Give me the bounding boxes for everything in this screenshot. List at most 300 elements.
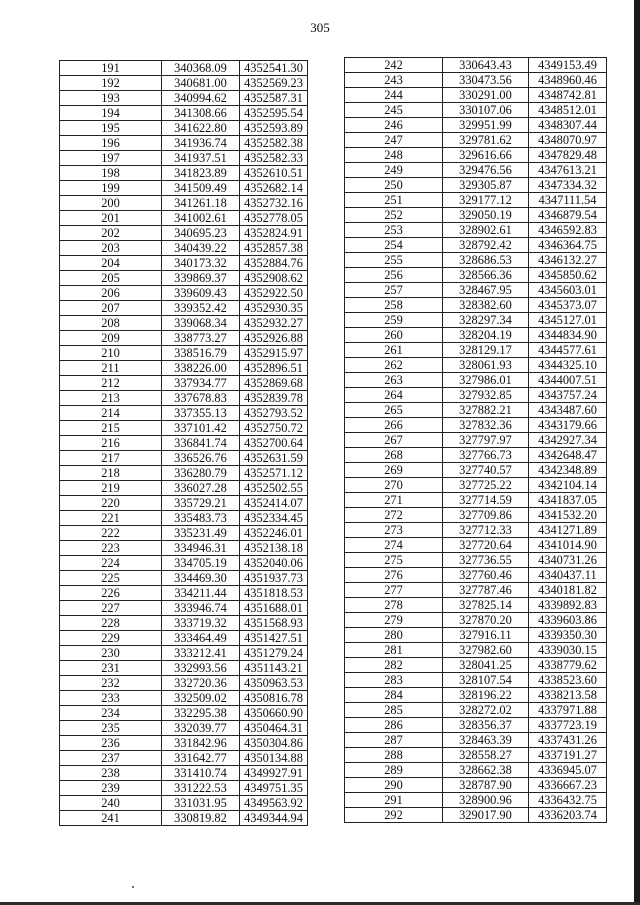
x-coordinate-cell: 337678.83 xyxy=(162,391,240,406)
x-coordinate-cell: 327832.36 xyxy=(443,418,529,433)
table-row xyxy=(345,613,607,628)
x-coordinate-cell: 327766.73 xyxy=(443,448,529,463)
table-row xyxy=(345,793,607,808)
y-coordinate-cell: 4339892.83 xyxy=(529,598,607,613)
table-row xyxy=(345,478,607,493)
point-number-cell: 202 xyxy=(60,226,162,241)
x-coordinate-cell: 336280.79 xyxy=(162,466,240,481)
x-coordinate-cell: 328902.61 xyxy=(443,223,529,238)
table-row xyxy=(345,163,607,178)
x-coordinate-cell: 341509.49 xyxy=(162,181,240,196)
table-row xyxy=(60,346,308,361)
table-row xyxy=(345,238,607,253)
point-number-cell: 191 xyxy=(60,61,162,76)
table-row xyxy=(345,283,607,298)
x-coordinate-cell: 330643.43 xyxy=(443,58,529,73)
point-number-cell: 230 xyxy=(60,646,162,661)
y-coordinate-cell: 4352682.14 xyxy=(240,181,308,196)
x-coordinate-cell: 341936.74 xyxy=(162,136,240,151)
y-coordinate-cell: 4342348.89 xyxy=(529,463,607,478)
page-number: 305 xyxy=(310,20,330,35)
table-row xyxy=(345,223,607,238)
x-coordinate-cell: 331410.74 xyxy=(162,766,240,781)
point-number-cell: 269 xyxy=(345,463,443,478)
y-coordinate-cell: 4348070.97 xyxy=(529,133,607,148)
x-coordinate-cell: 341308.66 xyxy=(162,106,240,121)
point-number-cell: 204 xyxy=(60,256,162,271)
y-coordinate-cell: 4347613.21 xyxy=(529,163,607,178)
x-coordinate-cell: 327712.33 xyxy=(443,523,529,538)
table-row xyxy=(60,811,308,826)
x-coordinate-cell: 332039.77 xyxy=(162,721,240,736)
x-coordinate-cell: 327797.97 xyxy=(443,433,529,448)
point-number-cell: 267 xyxy=(345,433,443,448)
table-row xyxy=(345,73,607,88)
x-coordinate-cell: 328792.42 xyxy=(443,238,529,253)
coordinates-table-left-body xyxy=(60,61,308,826)
y-coordinate-cell: 4352582.38 xyxy=(240,136,308,151)
table-row xyxy=(60,331,308,346)
table-row xyxy=(60,286,308,301)
point-number-cell: 252 xyxy=(345,208,443,223)
table-row xyxy=(345,133,607,148)
point-number-cell: 245 xyxy=(345,103,443,118)
y-coordinate-cell: 4343487.60 xyxy=(529,403,607,418)
table-row xyxy=(60,466,308,481)
table-row xyxy=(60,676,308,691)
x-coordinate-cell: 329177.12 xyxy=(443,193,529,208)
y-coordinate-cell: 4344325.10 xyxy=(529,358,607,373)
point-number-cell: 228 xyxy=(60,616,162,631)
point-number-cell: 242 xyxy=(345,58,443,73)
y-coordinate-cell: 4339030.15 xyxy=(529,643,607,658)
x-coordinate-cell: 340681.00 xyxy=(162,76,240,91)
y-coordinate-cell: 4341837.05 xyxy=(529,493,607,508)
table-row xyxy=(345,118,607,133)
table-row xyxy=(60,481,308,496)
table-row xyxy=(345,508,607,523)
point-number-cell: 206 xyxy=(60,286,162,301)
y-coordinate-cell: 4344007.51 xyxy=(529,373,607,388)
y-coordinate-cell: 4339350.30 xyxy=(529,628,607,643)
table-row xyxy=(60,436,308,451)
table-row xyxy=(60,361,308,376)
table-row xyxy=(60,601,308,616)
point-number-cell: 240 xyxy=(60,796,162,811)
point-number-cell: 257 xyxy=(345,283,443,298)
y-coordinate-cell: 4352593.89 xyxy=(240,121,308,136)
x-coordinate-cell: 333464.49 xyxy=(162,631,240,646)
y-coordinate-cell: 4338523.60 xyxy=(529,673,607,688)
point-number-cell: 198 xyxy=(60,166,162,181)
y-coordinate-cell: 4350963.53 xyxy=(240,676,308,691)
table-row xyxy=(345,193,607,208)
point-number-cell: 265 xyxy=(345,403,443,418)
y-coordinate-cell: 4351568.93 xyxy=(240,616,308,631)
x-coordinate-cell: 333946.74 xyxy=(162,601,240,616)
point-number-cell: 289 xyxy=(345,763,443,778)
point-number-cell: 203 xyxy=(60,241,162,256)
y-coordinate-cell: 4352932.27 xyxy=(240,316,308,331)
y-coordinate-cell: 4349344.94 xyxy=(240,811,308,826)
table-row xyxy=(60,211,308,226)
y-coordinate-cell: 4350304.86 xyxy=(240,736,308,751)
y-coordinate-cell: 4347111.54 xyxy=(529,193,607,208)
point-number-cell: 258 xyxy=(345,298,443,313)
x-coordinate-cell: 339068.34 xyxy=(162,316,240,331)
point-number-cell: 285 xyxy=(345,703,443,718)
x-coordinate-cell: 336027.28 xyxy=(162,481,240,496)
x-coordinate-cell: 328129.17 xyxy=(443,343,529,358)
x-coordinate-cell: 331031.95 xyxy=(162,796,240,811)
x-coordinate-cell: 330473.56 xyxy=(443,73,529,88)
y-coordinate-cell: 4352610.51 xyxy=(240,166,308,181)
table-row xyxy=(60,301,308,316)
table-row xyxy=(60,736,308,751)
table-row xyxy=(60,721,308,736)
table-row xyxy=(60,631,308,646)
x-coordinate-cell: 328467.95 xyxy=(443,283,529,298)
point-number-cell: 282 xyxy=(345,658,443,673)
y-coordinate-cell: 4350464.31 xyxy=(240,721,308,736)
point-number-cell: 273 xyxy=(345,523,443,538)
x-coordinate-cell: 332509.02 xyxy=(162,691,240,706)
point-number-cell: 247 xyxy=(345,133,443,148)
table-row xyxy=(60,421,308,436)
x-coordinate-cell: 335483.73 xyxy=(162,511,240,526)
x-coordinate-cell: 329017.90 xyxy=(443,808,529,823)
x-coordinate-cell: 335729.21 xyxy=(162,496,240,511)
x-coordinate-cell: 334705.19 xyxy=(162,556,240,571)
x-coordinate-cell: 341261.18 xyxy=(162,196,240,211)
point-number-cell: 217 xyxy=(60,451,162,466)
table-row xyxy=(345,553,607,568)
table-row xyxy=(60,406,308,421)
x-coordinate-cell: 341823.89 xyxy=(162,166,240,181)
table-row xyxy=(60,76,308,91)
point-number-cell: 276 xyxy=(345,568,443,583)
point-number-cell: 256 xyxy=(345,268,443,283)
point-number-cell: 290 xyxy=(345,778,443,793)
point-number-cell: 284 xyxy=(345,688,443,703)
y-coordinate-cell: 4351279.24 xyxy=(240,646,308,661)
table-row xyxy=(60,526,308,541)
y-coordinate-cell: 4352571.12 xyxy=(240,466,308,481)
y-coordinate-cell: 4336945.07 xyxy=(529,763,607,778)
x-coordinate-cell: 327740.57 xyxy=(443,463,529,478)
table-row xyxy=(345,583,607,598)
point-number-cell: 260 xyxy=(345,328,443,343)
table-row xyxy=(60,691,308,706)
x-coordinate-cell: 329305.87 xyxy=(443,178,529,193)
table-row xyxy=(345,328,607,343)
y-coordinate-cell: 4352793.52 xyxy=(240,406,308,421)
y-coordinate-cell: 4352040.06 xyxy=(240,556,308,571)
point-number-cell: 249 xyxy=(345,163,443,178)
y-coordinate-cell: 4342104.14 xyxy=(529,478,607,493)
y-coordinate-cell: 4344577.61 xyxy=(529,343,607,358)
point-number-cell: 209 xyxy=(60,331,162,346)
table-row xyxy=(60,646,308,661)
x-coordinate-cell: 332295.38 xyxy=(162,706,240,721)
x-coordinate-cell: 338226.00 xyxy=(162,361,240,376)
x-coordinate-cell: 327982.60 xyxy=(443,643,529,658)
point-number-cell: 219 xyxy=(60,481,162,496)
y-coordinate-cell: 4352930.35 xyxy=(240,301,308,316)
point-number-cell: 280 xyxy=(345,628,443,643)
point-number-cell: 216 xyxy=(60,436,162,451)
y-coordinate-cell: 4350134.88 xyxy=(240,751,308,766)
x-coordinate-cell: 328356.37 xyxy=(443,718,529,733)
x-coordinate-cell: 327882.21 xyxy=(443,403,529,418)
x-coordinate-cell: 336526.76 xyxy=(162,451,240,466)
table-row xyxy=(345,418,607,433)
table-row xyxy=(345,58,607,73)
x-coordinate-cell: 327725.22 xyxy=(443,478,529,493)
point-number-cell: 283 xyxy=(345,673,443,688)
x-coordinate-cell: 327736.55 xyxy=(443,553,529,568)
table-row xyxy=(345,688,607,703)
table-row xyxy=(60,496,308,511)
x-coordinate-cell: 330291.00 xyxy=(443,88,529,103)
y-coordinate-cell: 4348960.46 xyxy=(529,73,607,88)
table-row xyxy=(345,733,607,748)
x-coordinate-cell: 328041.25 xyxy=(443,658,529,673)
point-number-cell: 229 xyxy=(60,631,162,646)
coordinates-table-left xyxy=(59,60,308,826)
y-coordinate-cell: 4352824.91 xyxy=(240,226,308,241)
x-coordinate-cell: 328558.27 xyxy=(443,748,529,763)
point-number-cell: 262 xyxy=(345,358,443,373)
y-coordinate-cell: 4344834.90 xyxy=(529,328,607,343)
y-coordinate-cell: 4352334.45 xyxy=(240,511,308,526)
x-coordinate-cell: 328566.36 xyxy=(443,268,529,283)
x-coordinate-cell: 340439.22 xyxy=(162,241,240,256)
point-number-cell: 205 xyxy=(60,271,162,286)
y-coordinate-cell: 4336667.23 xyxy=(529,778,607,793)
y-coordinate-cell: 4346592.83 xyxy=(529,223,607,238)
x-coordinate-cell: 328196.22 xyxy=(443,688,529,703)
point-number-cell: 212 xyxy=(60,376,162,391)
x-coordinate-cell: 337355.13 xyxy=(162,406,240,421)
y-coordinate-cell: 4338779.62 xyxy=(529,658,607,673)
y-coordinate-cell: 4352750.72 xyxy=(240,421,308,436)
point-number-cell: 238 xyxy=(60,766,162,781)
x-coordinate-cell: 328787.90 xyxy=(443,778,529,793)
point-number-cell: 253 xyxy=(345,223,443,238)
table-row xyxy=(345,598,607,613)
point-number-cell: 278 xyxy=(345,598,443,613)
y-coordinate-cell: 4337723.19 xyxy=(529,718,607,733)
table-row xyxy=(345,658,607,673)
y-coordinate-cell: 4352884.76 xyxy=(240,256,308,271)
point-number-cell: 251 xyxy=(345,193,443,208)
x-coordinate-cell: 331642.77 xyxy=(162,751,240,766)
x-coordinate-cell: 341937.51 xyxy=(162,151,240,166)
y-coordinate-cell: 4349563.92 xyxy=(240,796,308,811)
x-coordinate-cell: 329050.19 xyxy=(443,208,529,223)
x-coordinate-cell: 333212.41 xyxy=(162,646,240,661)
y-coordinate-cell: 4346132.27 xyxy=(529,253,607,268)
x-coordinate-cell: 328382.60 xyxy=(443,298,529,313)
table-row xyxy=(60,271,308,286)
table-row xyxy=(60,196,308,211)
point-number-cell: 215 xyxy=(60,421,162,436)
table-row xyxy=(60,616,308,631)
y-coordinate-cell: 4352569.23 xyxy=(240,76,308,91)
point-number-cell: 287 xyxy=(345,733,443,748)
y-coordinate-cell: 4345850.62 xyxy=(529,268,607,283)
x-coordinate-cell: 339869.37 xyxy=(162,271,240,286)
x-coordinate-cell: 340695.23 xyxy=(162,226,240,241)
table-row xyxy=(60,706,308,721)
table-row xyxy=(60,451,308,466)
x-coordinate-cell: 331222.53 xyxy=(162,781,240,796)
table-row xyxy=(60,571,308,586)
y-coordinate-cell: 4341532.20 xyxy=(529,508,607,523)
y-coordinate-cell: 4339603.86 xyxy=(529,613,607,628)
point-number-cell: 268 xyxy=(345,448,443,463)
point-number-cell: 195 xyxy=(60,121,162,136)
point-number-cell: 266 xyxy=(345,418,443,433)
x-coordinate-cell: 328662.38 xyxy=(443,763,529,778)
table-row xyxy=(60,91,308,106)
table-row xyxy=(60,511,308,526)
x-coordinate-cell: 341002.61 xyxy=(162,211,240,226)
table-row xyxy=(345,298,607,313)
x-coordinate-cell: 329476.56 xyxy=(443,163,529,178)
table-row xyxy=(345,88,607,103)
y-coordinate-cell: 4345373.07 xyxy=(529,298,607,313)
y-coordinate-cell: 4352922.50 xyxy=(240,286,308,301)
y-coordinate-cell: 4352138.18 xyxy=(240,541,308,556)
table-row xyxy=(60,226,308,241)
y-coordinate-cell: 4340731.26 xyxy=(529,553,607,568)
table-row xyxy=(60,751,308,766)
point-number-cell: 222 xyxy=(60,526,162,541)
y-coordinate-cell: 4352700.64 xyxy=(240,436,308,451)
table-row xyxy=(60,136,308,151)
table-row xyxy=(60,796,308,811)
x-coordinate-cell: 331842.96 xyxy=(162,736,240,751)
table-row xyxy=(60,181,308,196)
x-coordinate-cell: 336841.74 xyxy=(162,436,240,451)
point-number-cell: 200 xyxy=(60,196,162,211)
table-row xyxy=(60,106,308,121)
y-coordinate-cell: 4346364.75 xyxy=(529,238,607,253)
x-coordinate-cell: 329781.62 xyxy=(443,133,529,148)
y-coordinate-cell: 4337431.26 xyxy=(529,733,607,748)
x-coordinate-cell: 339352.42 xyxy=(162,301,240,316)
point-number-cell: 272 xyxy=(345,508,443,523)
table-row xyxy=(345,313,607,328)
point-number-cell: 208 xyxy=(60,316,162,331)
y-coordinate-cell: 4347829.48 xyxy=(529,148,607,163)
point-number-cell: 227 xyxy=(60,601,162,616)
y-coordinate-cell: 4352896.51 xyxy=(240,361,308,376)
x-coordinate-cell: 328061.93 xyxy=(443,358,529,373)
x-coordinate-cell: 341622.80 xyxy=(162,121,240,136)
point-number-cell: 275 xyxy=(345,553,443,568)
table-row xyxy=(345,448,607,463)
point-number-cell: 218 xyxy=(60,466,162,481)
y-coordinate-cell: 4352631.59 xyxy=(240,451,308,466)
point-number-cell: 254 xyxy=(345,238,443,253)
x-coordinate-cell: 328463.39 xyxy=(443,733,529,748)
y-coordinate-cell: 4352869.68 xyxy=(240,376,308,391)
table-row xyxy=(345,778,607,793)
table-row xyxy=(60,781,308,796)
table-row xyxy=(345,643,607,658)
x-coordinate-cell: 327870.20 xyxy=(443,613,529,628)
y-coordinate-cell: 4352587.31 xyxy=(240,91,308,106)
table-row xyxy=(60,556,308,571)
x-coordinate-cell: 328107.54 xyxy=(443,673,529,688)
x-coordinate-cell: 338773.27 xyxy=(162,331,240,346)
point-number-cell: 199 xyxy=(60,181,162,196)
point-number-cell: 192 xyxy=(60,76,162,91)
x-coordinate-cell: 338516.79 xyxy=(162,346,240,361)
table-row xyxy=(345,718,607,733)
point-number-cell: 270 xyxy=(345,478,443,493)
point-number-cell: 235 xyxy=(60,721,162,736)
x-coordinate-cell: 337934.77 xyxy=(162,376,240,391)
point-number-cell: 201 xyxy=(60,211,162,226)
table-row xyxy=(345,268,607,283)
table-row xyxy=(345,343,607,358)
table-row xyxy=(345,538,607,553)
y-coordinate-cell: 4352732.16 xyxy=(240,196,308,211)
point-number-cell: 214 xyxy=(60,406,162,421)
y-coordinate-cell: 4350660.90 xyxy=(240,706,308,721)
point-number-cell: 233 xyxy=(60,691,162,706)
y-coordinate-cell: 4351688.01 xyxy=(240,601,308,616)
x-coordinate-cell: 327760.46 xyxy=(443,568,529,583)
x-coordinate-cell: 335231.49 xyxy=(162,526,240,541)
y-coordinate-cell: 4352926.88 xyxy=(240,331,308,346)
table-row xyxy=(345,463,607,478)
y-coordinate-cell: 4346879.54 xyxy=(529,208,607,223)
point-number-cell: 243 xyxy=(345,73,443,88)
x-coordinate-cell: 328204.19 xyxy=(443,328,529,343)
x-coordinate-cell: 334946.31 xyxy=(162,541,240,556)
y-coordinate-cell: 4351818.53 xyxy=(240,586,308,601)
table-row xyxy=(60,241,308,256)
table-row xyxy=(60,541,308,556)
y-coordinate-cell: 4349751.35 xyxy=(240,781,308,796)
point-number-cell: 226 xyxy=(60,586,162,601)
point-number-cell: 223 xyxy=(60,541,162,556)
x-coordinate-cell: 327986.01 xyxy=(443,373,529,388)
y-coordinate-cell: 4352582.33 xyxy=(240,151,308,166)
point-number-cell: 271 xyxy=(345,493,443,508)
x-coordinate-cell: 329951.99 xyxy=(443,118,529,133)
point-number-cell: 196 xyxy=(60,136,162,151)
table-row xyxy=(60,316,308,331)
point-number-cell: 281 xyxy=(345,643,443,658)
scan-edge-right xyxy=(634,0,640,905)
point-number-cell: 236 xyxy=(60,736,162,751)
y-coordinate-cell: 4348307.44 xyxy=(529,118,607,133)
y-coordinate-cell: 4338213.58 xyxy=(529,688,607,703)
point-number-cell: 231 xyxy=(60,661,162,676)
y-coordinate-cell: 4337191.27 xyxy=(529,748,607,763)
point-number-cell: 224 xyxy=(60,556,162,571)
point-number-cell: 213 xyxy=(60,391,162,406)
point-number-cell: 241 xyxy=(60,811,162,826)
table-row xyxy=(345,493,607,508)
table-row xyxy=(60,256,308,271)
